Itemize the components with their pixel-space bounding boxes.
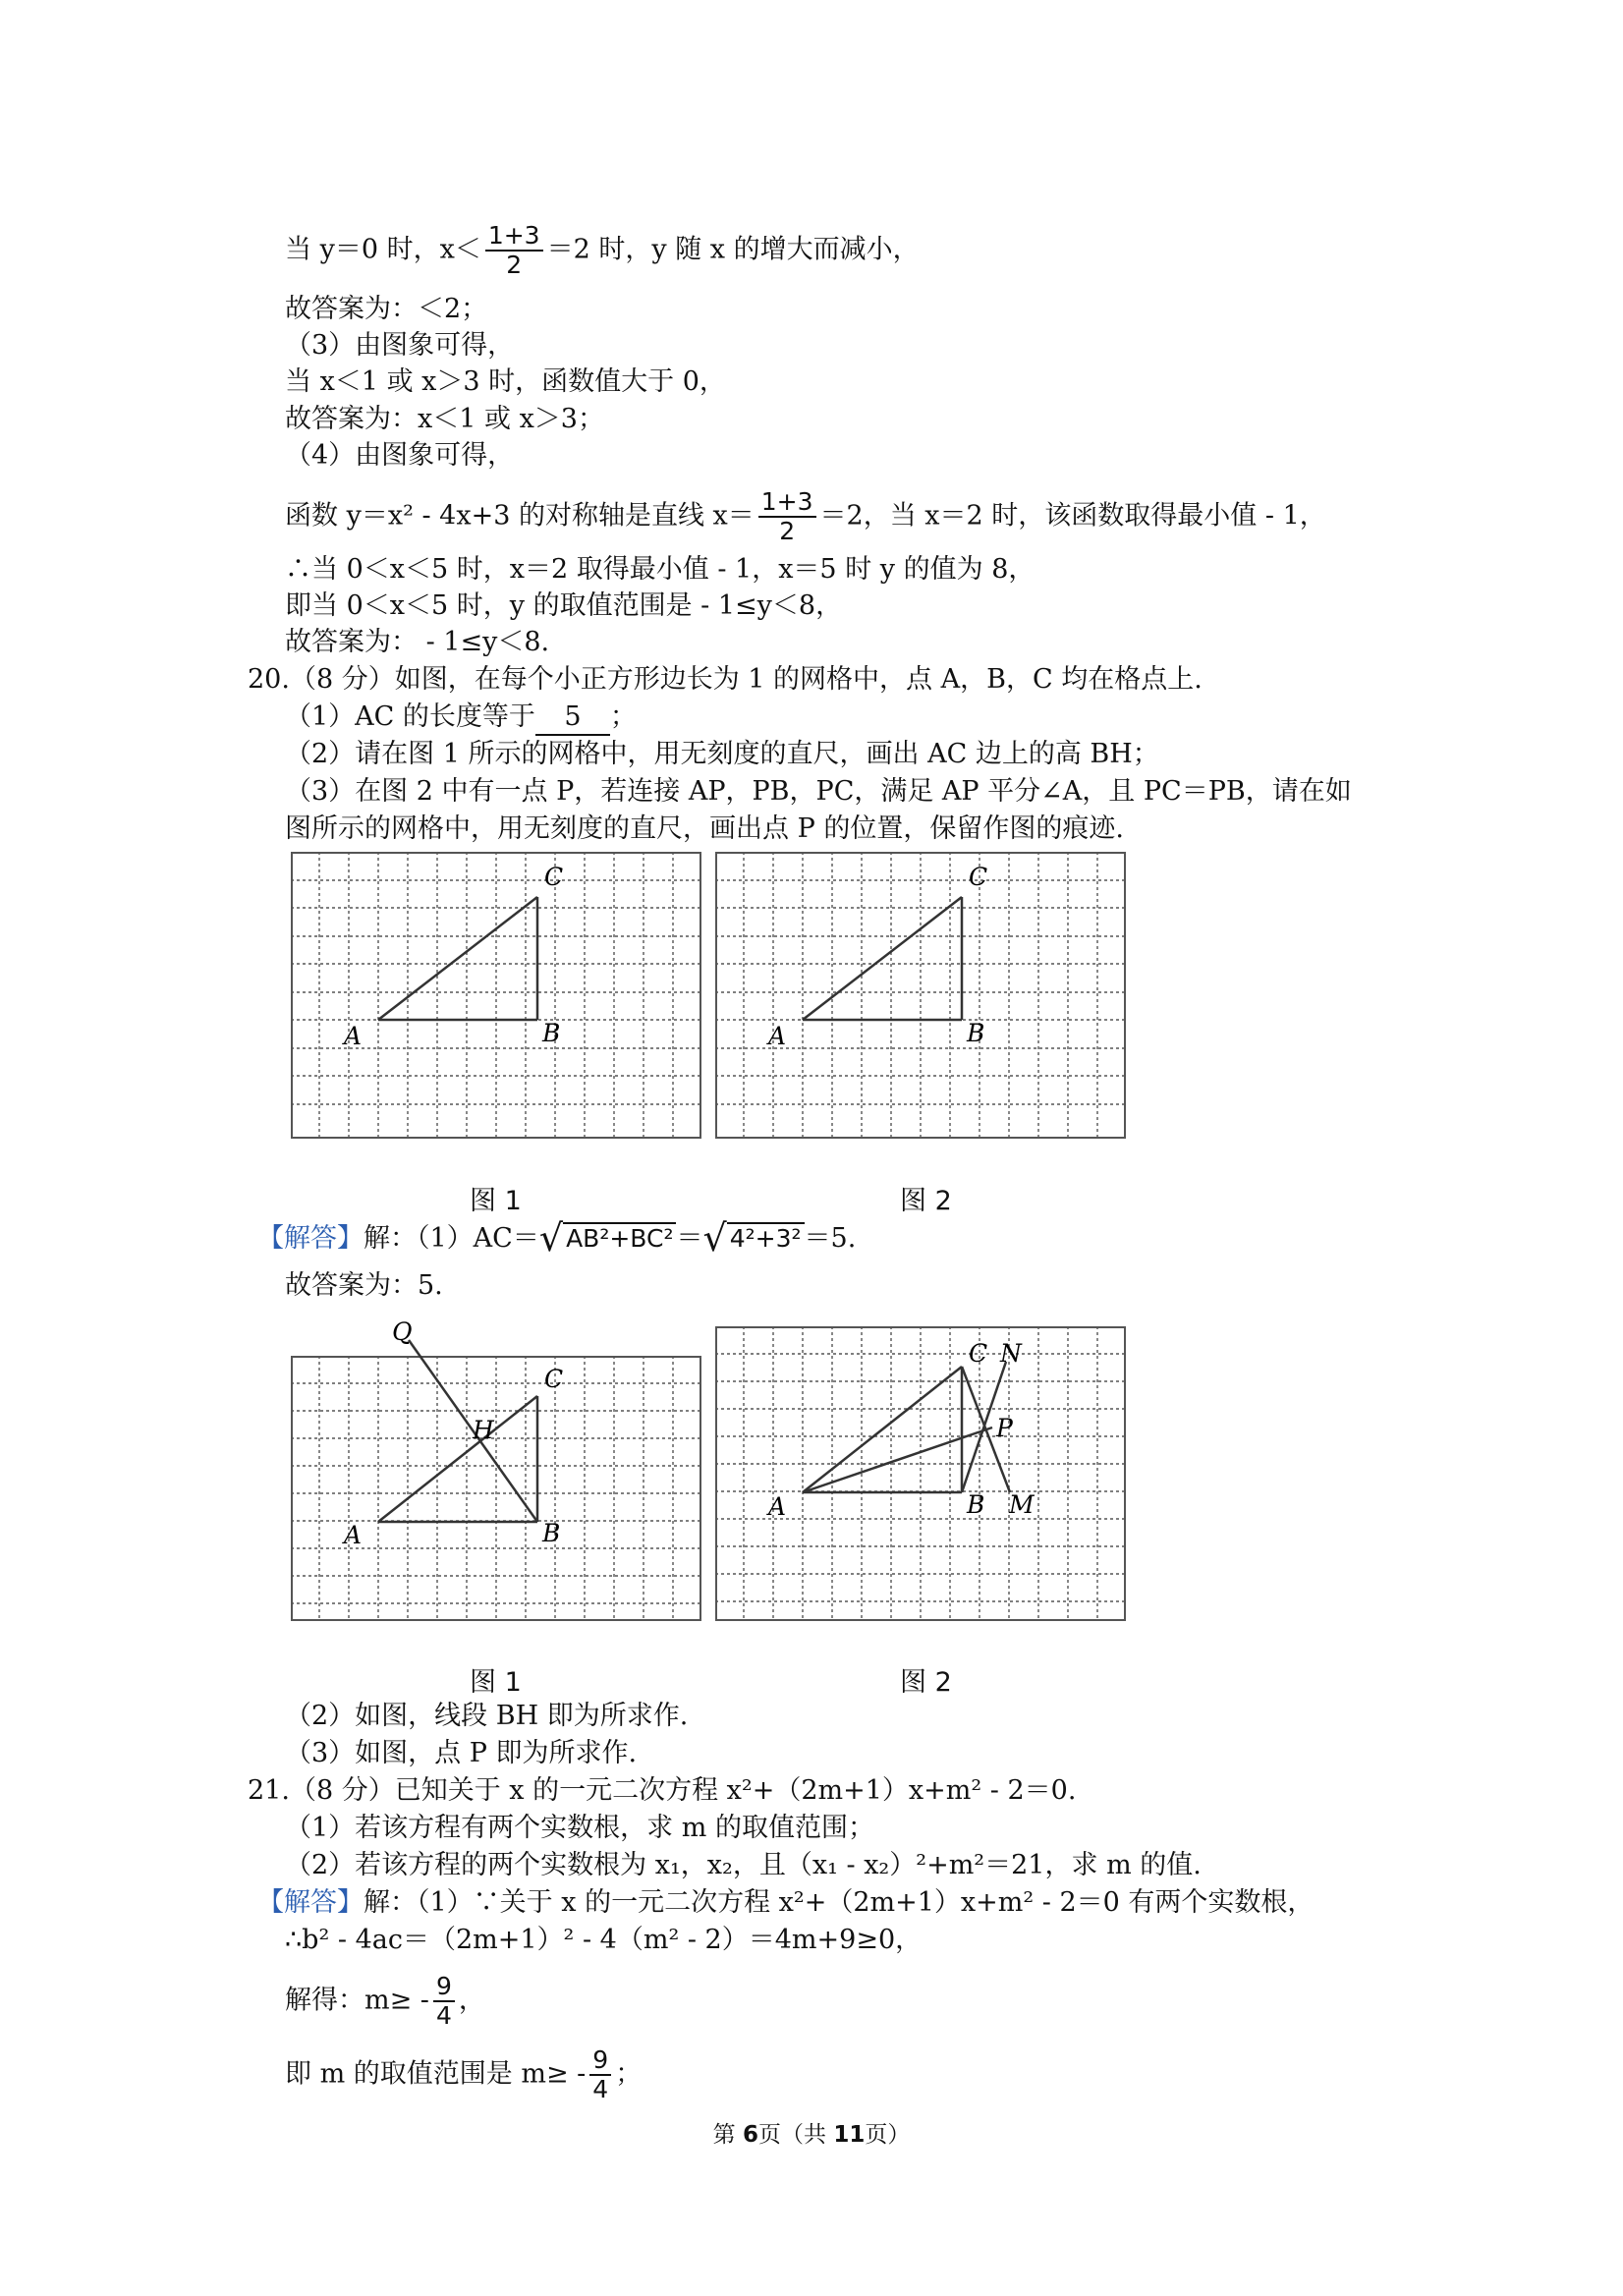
text: 即 m 的取值范围是 m≥ - [285,2058,587,2090]
text: ＝2，当 x＝2 时，该函数取得最小值 - 1， [819,500,1326,532]
label-m: M [1009,1490,1035,1519]
figure-2-solution-caption: 图 2 [900,1667,952,1698]
line-3: （3）由图象可得， [285,330,515,361]
label-b: B [542,1519,561,1547]
page-footer [0,2116,1623,2149]
q20-answer-2: 故答案为：5. [285,1270,443,1301]
figure-1-question [291,852,701,1139]
answer-tag: 【解答】 [257,1887,364,1918]
q21-answer-2: ∴b² - 4ac＝（2m+1）² - 4（m² - 2）＝4m+9≥0， [285,1925,923,1955]
sqrt-expression: √ AB²+BC² [539,1221,677,1256]
label-n: N [1000,1339,1022,1368]
line-6: （4）由图象可得， [285,440,515,471]
q20-part3-line2: 图所示的网格中，用无刻度的直尺，画出点 P 的位置，保留作图的痕迹. [285,813,1124,844]
text: 解：（1）∵关于 x 的一元二次方程 x²+（2m+1）x+m² - 2＝0 有两个实数根， [364,1887,1315,1918]
figure-2-caption: 图 2 [900,1186,952,1216]
text: 页（共 [758,2122,834,2148]
text: ； [609,701,637,732]
text: （1）AC 的长度等于 [285,701,535,732]
text: 函数 y＝x² - 4x+3 的对称轴是直线 x＝ [285,500,755,532]
line-10: 故答案为： - 1≤y＜8. [285,627,550,657]
figure-2-question [715,852,1126,1139]
text: 页） [865,2122,911,2148]
label-a: A [344,1521,363,1549]
label-c: C [969,863,988,891]
line-4: 当 x＜1 或 x＞3 时，函数值大于 0， [285,366,726,397]
text: ， [458,1985,485,2016]
text: ＝5. [804,1223,857,1254]
fraction-denominator: 4 [435,2001,452,2030]
answer-blank: 5 [535,700,610,736]
label-b: B [542,1019,561,1047]
line-7 [285,488,1326,545]
sqrt-expression: √ 4²+3² [702,1221,804,1256]
fraction-numerator: 9 [433,1973,455,2002]
label-h: H [473,1416,494,1444]
label-a: A [768,1022,787,1050]
line-8: ∴当 0＜x＜5 时，x＝2 取得最小值 - 1，x＝5 时 y 的值为 8， [285,554,1035,585]
q20-part3-line1: （3）在图 2 中有一点 P，若连接 AP，PB，PC，满足 AP 平分∠A，且 PC＝PB，请在如 [285,776,1352,807]
line-2: 故答案为：＜2； [285,294,488,324]
label-b: B [967,1019,985,1047]
q20-answer-1 [257,1216,857,1260]
q20-answer-3: （2）如图，线段 BH 即为所求作. [285,1701,689,1731]
line-5: 故答案为：x＜1 或 x＞3； [285,404,604,434]
fraction-numerator: 1+3 [758,488,816,518]
text: 当 y＝0 时，x＜ [285,234,481,265]
label-q: Q [392,1317,413,1346]
label-c: C [544,863,564,891]
page-total: 11 [833,2122,866,2148]
q20-part1 [285,700,637,736]
triangle-abc [803,897,962,1020]
fraction-numerator: 1+3 [485,222,543,252]
fraction-numerator: 9 [589,2046,611,2076]
q21-stem: 21.（8 分）已知关于 x 的一元二次方程 x²+（2m+1）x+m² - 2＝0. [248,1775,1077,1806]
figure-2-solution [715,1326,1126,1621]
text: ＝2 时，y 随 x 的增大而减小， [546,234,920,265]
label-b: B [967,1490,985,1519]
figure-1-caption: 图 1 [470,1186,522,1216]
fraction [589,2046,611,2103]
answer-tag: 【解答】 [257,1223,364,1254]
label-p: P [996,1414,1013,1442]
page-number: 6 [742,2122,758,2148]
fraction-denominator: 2 [779,517,796,545]
q20-answer-4: （3）如图，点 P 即为所求作. [285,1738,638,1768]
q21-answer-3 [285,1973,485,2030]
label-c: C [544,1365,564,1393]
triangle-abc [378,897,537,1020]
sqrt-radicand: AB²+BC² [563,1222,676,1253]
label-a: A [768,1492,787,1521]
q21-answer-1 [257,1886,1314,1920]
q20-part2: （2）请在图 1 所示的网格中，用无刻度的直尺，画出 AC 边上的高 BH； [285,739,1159,769]
q21-part1: （1）若该方程有两个实数根，求 m 的取值范围； [285,1813,874,1843]
text: 第 [712,2122,743,2148]
sqrt-radicand: 4²+3² [727,1222,805,1253]
triangle-abc [378,1340,537,1522]
label-a: A [344,1022,363,1050]
figure-1-solution [291,1297,701,1621]
q21-part2: （2）若该方程的两个实数根为 x₁，x₂，且（x₁ - x₂）²+m²＝21，求 m 的值. [285,1850,1202,1880]
fraction-denominator: 4 [592,2075,609,2103]
line-9: 即当 0＜x＜5 时，y 的取值范围是 - 1≤y＜8， [285,590,843,621]
figure-1-solution-caption: 图 1 [470,1667,522,1698]
text: ； [615,2058,643,2090]
q21-answer-4 [285,2046,642,2103]
text: 解得：m≥ - [285,1985,429,2016]
line-1 [285,222,920,279]
fraction-denominator: 2 [506,251,523,279]
fraction [758,488,816,545]
label-c: C [969,1339,988,1368]
fraction [433,1973,455,2030]
text: 解：（1）AC＝ [364,1223,539,1254]
q20-stem: 20.（8 分）如图，在每个小正方形边长为 1 的网格中，点 A，B，C 均在格点上. [248,664,1203,695]
fraction [485,222,543,279]
text: ＝ [676,1223,703,1254]
